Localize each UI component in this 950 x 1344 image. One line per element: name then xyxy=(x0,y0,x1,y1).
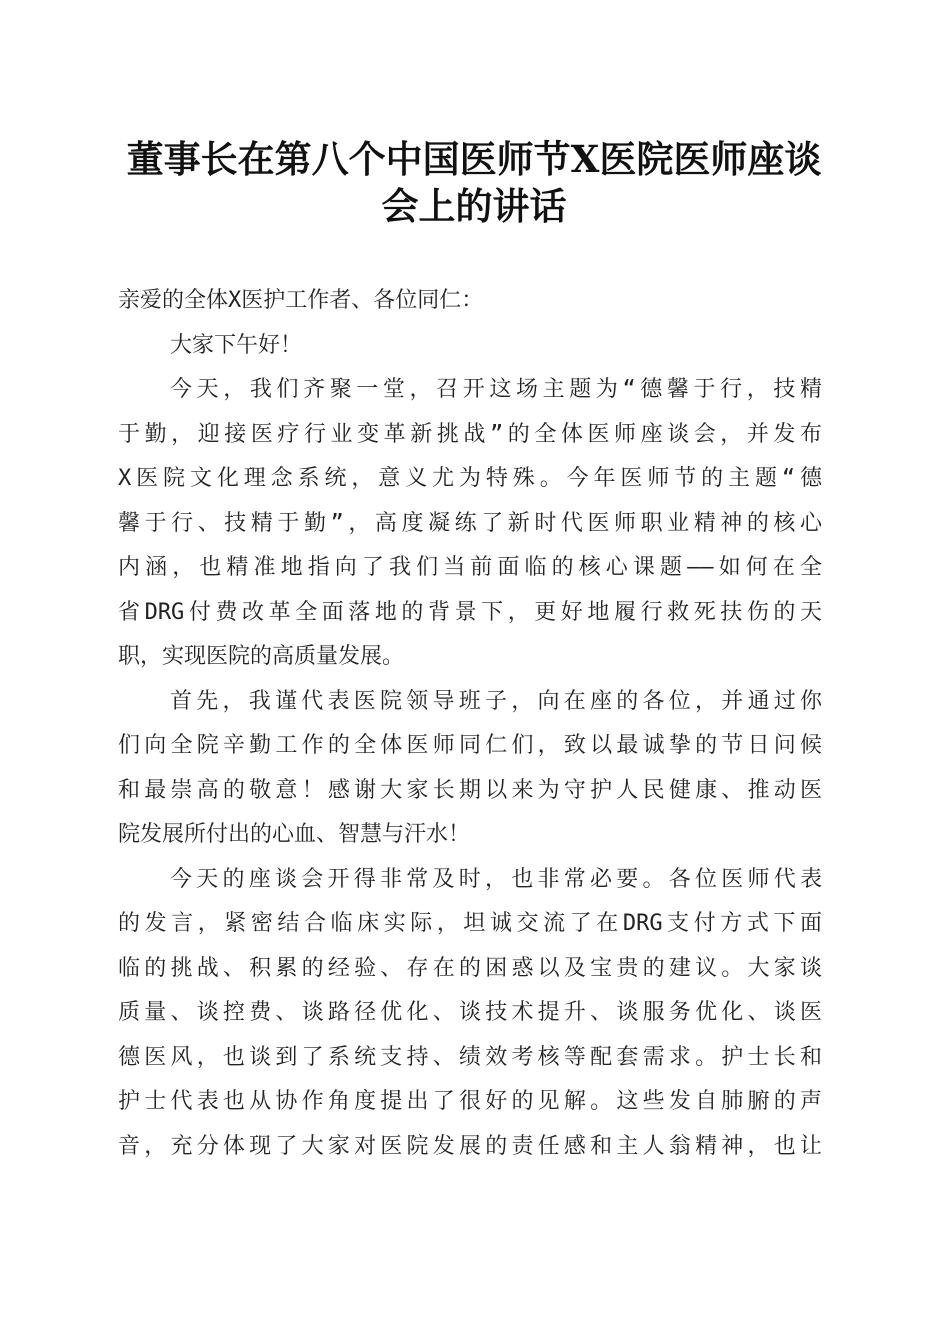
paragraph-line: 临的挑战、积累的经验、存在的困惑以及宝贵的建议。大家谈 xyxy=(118,955,822,981)
paragraph-line: 内涵，也精准地指向了我们当前面临的核心课题——如何在全 xyxy=(118,555,822,580)
salutation: 亲爱的全体X医护工作者、各位同仁： xyxy=(118,288,484,313)
paragraph-line: 省DRG付费改革全面落地的背景下，更好地履行救死扶伤的天 xyxy=(118,599,822,625)
paragraph-3 xyxy=(118,858,822,1170)
paragraph-1 xyxy=(118,368,822,680)
paragraph-line: 首先，我谨代表医院领导班子，向在座的各位，并通过你 xyxy=(170,688,822,714)
paragraph-line: 和最崇高的敬意！感谢大家长期以来为守护人民健康、推动医 xyxy=(118,777,822,803)
paragraph-line: 德医风，也谈到了系统支持、绩效考核等配套需求。护士长和 xyxy=(118,1044,822,1070)
title-line-2: 会上的讲话 xyxy=(381,184,567,228)
paragraph-2 xyxy=(118,680,822,858)
greeting: 大家下午好！ xyxy=(170,332,303,358)
paragraph-line: 馨于行、技精于勤”，高度凝练了新时代医师职业精神的核心 xyxy=(118,510,822,536)
paragraph-line: X医院文化理念系统，意义尤为特殊。今年医师节的主题“德 xyxy=(118,466,822,491)
speech-title xyxy=(118,136,830,230)
speech-body xyxy=(118,279,822,1169)
paragraph-line: 音，充分体现了大家对医院发展的责任感和主人翁精神，也让 xyxy=(118,1133,822,1159)
title-line-1: 董事长在第八个中国医师节X医院医师座谈 xyxy=(126,137,822,181)
paragraph-line: 护士代表也从协作角度提出了很好的见解。这些发自肺腑的声 xyxy=(118,1089,822,1114)
paragraph-line: 职，实现医院的高质量发展。 xyxy=(118,644,405,669)
paragraph-line: 今天的座谈会开得非常及时，也非常必要。各位医师代表 xyxy=(170,866,822,892)
paragraph-line: 质量、谈控费、谈路径优化、谈技术提升、谈服务优化、谈医 xyxy=(118,1000,822,1025)
paragraph-line: 于勤，迎接医疗行业变革新挑战”的全体医师座谈会，并发布 xyxy=(118,421,822,447)
paragraph-line: 们向全院辛勤工作的全体医师同仁们，致以最诚挚的节日问候 xyxy=(118,733,822,758)
paragraph-line: 院发展所付出的心血、智慧与汗水！ xyxy=(118,822,471,847)
paragraph-line: 今天，我们齐聚一堂，召开这场主题为“德馨于行，技精 xyxy=(170,377,822,402)
paragraph-line: 的发言，紧密结合临床实际，坦诚交流了在DRG支付方式下面 xyxy=(118,911,822,936)
